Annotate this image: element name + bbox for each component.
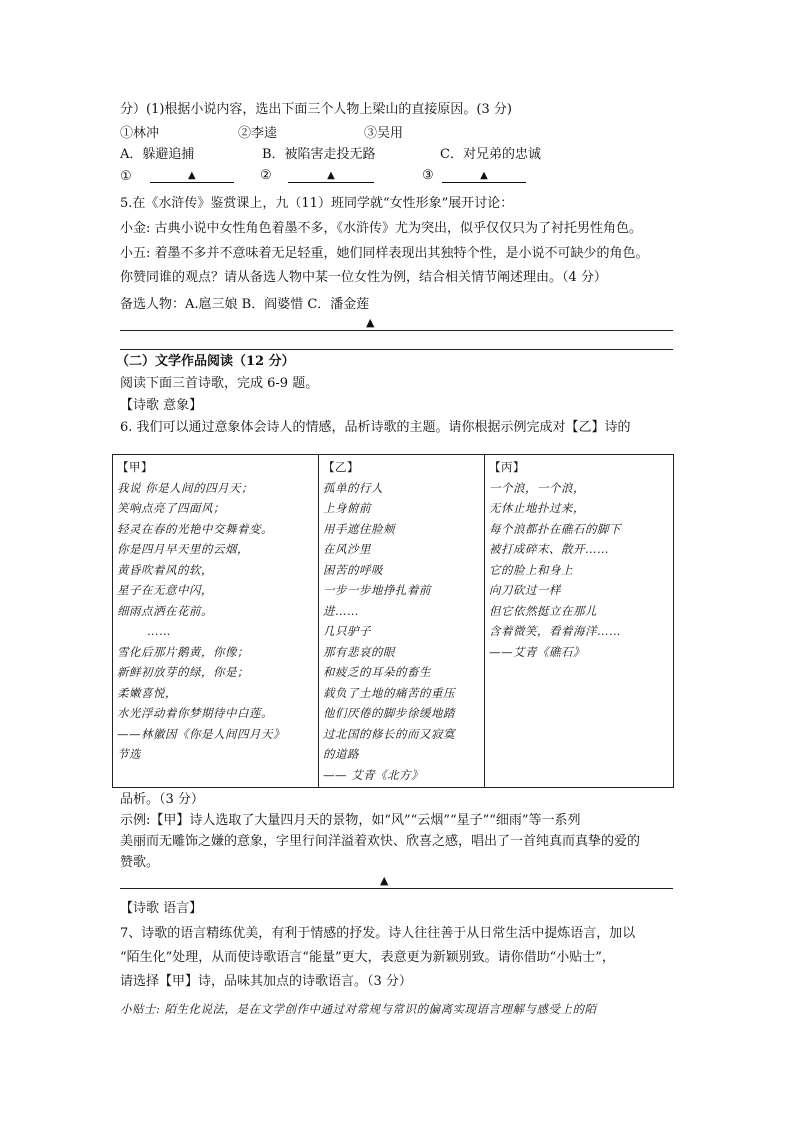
poem-line: 笑响点亮了四面风； [117, 501, 225, 515]
q7-line-2: “陌生化”处理，从而使诗歌语言“能量”更大，表意更为新颖别致。请你借助“小贴士”， [120, 950, 615, 965]
poem-line: 和疲乏的耳朵的畜生 [323, 665, 431, 679]
poem-line: 它的脸上和身上 [489, 562, 573, 577]
q4-options [120, 147, 541, 163]
poem-line: 孤单的行人 [323, 480, 383, 495]
poem-attribution: —— 艾青《北方》 [323, 767, 424, 782]
poem-yi [319, 455, 485, 788]
poems-table [112, 454, 674, 788]
poem-line: 他们厌倦的脚步徐缓地踏 [323, 706, 455, 720]
person-3: ③吴用 [364, 126, 404, 141]
poem-attribution: ——艾青《礁石》 [489, 644, 585, 659]
poem-line: 含着微笑，看着海洋…… [489, 624, 621, 638]
answer-line[interactable] [120, 330, 673, 331]
blank-marker: ▲ [187, 170, 196, 181]
poem-label: 【丙】 [489, 460, 525, 474]
q5-xiaowu: 小五: 着墨不多并不意味着无足轻重，她们同样表现出其独特个性，是小说不可缺少的角色。 [120, 246, 649, 261]
poem-line: 柔嫩喜悦， [117, 685, 177, 700]
poem-line: 但它依然挺立在那儿 [489, 603, 597, 618]
poem-line: 用手遮住脸颊 [323, 521, 395, 536]
option-b: B．被陷害走投无路 [262, 147, 376, 162]
answer-blank-2[interactable] [288, 168, 374, 183]
poem-line: 进…… [323, 603, 359, 618]
poem-line: 一个浪，一个浪， [489, 480, 585, 495]
section-heading: （二）文学作品阅读（12 分） [116, 354, 295, 369]
poem-line: 上身俯前 [323, 501, 371, 515]
poem-attribution: 节选 [117, 747, 141, 761]
answer-blank-1[interactable] [150, 168, 234, 183]
poem-line: 困苦的呼吸 [323, 562, 383, 577]
poem-jia [113, 455, 319, 788]
poem-line: 那有悲哀的眼 [323, 644, 395, 659]
answer-blank-3[interactable] [442, 168, 526, 183]
q7-line-1: 7、诗歌的语言精练优美，有利于情感的抒发。诗人往往善于从日常生活中提炼语言，加以 [120, 926, 636, 941]
q4-answer-row [120, 168, 488, 185]
answer-line[interactable] [120, 349, 673, 350]
q7-tip: 小贴士: 陌生化说法，是在文学创作中通过对常规与常识的偏离实现语言理解与感受上的陌 [120, 1002, 597, 1016]
q6-example-1: 示例:【甲】诗人选取了大量四月天的景物，如“风”“云烟”“星子”“细雨”等一系列 [120, 813, 581, 828]
poem-line: 水光浮动着你梦期待中白莲。 [117, 706, 273, 720]
q6-example-3: 赞歌。 [120, 855, 160, 870]
q5-candidates: 备选人物：A.扈三娘 B．阎婆惜 C．潘金莲 [120, 297, 370, 312]
q5-answer-marker: ▲ [366, 316, 375, 329]
answer-label-2: ② [260, 168, 272, 183]
q6-answer-marker: ▲ [380, 874, 389, 887]
poem-bing [485, 455, 674, 788]
poem-label: 【甲】 [117, 460, 153, 474]
q5-xiaojin: 小金: 古典小说中女性角色着墨不多，《水浒传》尤为突出，似乎仅仅只为了衬托男性角色。 [120, 221, 643, 236]
poem-line: 载负了土地的痛苦的重压 [323, 685, 455, 700]
blank-marker: ▲ [480, 170, 488, 181]
poem-line: 新鲜初放芽的绿，你是； [117, 665, 249, 679]
poem-attribution: ——林徽因《你是人间四月天》 [117, 726, 285, 741]
poem-line: 一步一步地挣扎着前 [323, 583, 431, 597]
poem-ellipsis: …… [147, 624, 171, 638]
poem-line: 你是四月早天里的云烟， [117, 542, 249, 556]
option-c: C．对兄弟的忠诚 [440, 147, 541, 162]
poem-label: 【乙】 [323, 460, 359, 474]
answer-label-1: ① [120, 169, 132, 184]
q6-prompt: 6. 我们可以通过意象体会诗人的情感，品析诗歌的主题。请你根据示例完成对【乙】诗的 [120, 420, 631, 435]
poem-line: 雪化后那片鹅黄，你像； [117, 644, 249, 659]
section-intro: 阅读下面三首诗歌，完成 6-9 题。 [120, 376, 319, 391]
blank-marker: ▲ [327, 170, 335, 181]
person-1: ①林冲 [120, 126, 160, 141]
poem-line: 每个浪都扑在礁石的脚下 [489, 521, 621, 536]
q5-question: 你赞同谁的观点？请从备选人物中某一位女性为例，结合相关情节阐述理由。（4 分） [120, 270, 607, 285]
tag-imagery: 【诗歌 意象】 [120, 398, 203, 413]
poem-line: 的道路 [323, 747, 359, 761]
poem-line: 轻灵在春的光艳中交舞着变。 [117, 521, 273, 536]
answer-label-3: ③ [422, 168, 434, 183]
q7-line-3: 请选择【甲】诗，品味其加点的诗歌语言。（3 分） [120, 974, 412, 989]
poem-line: 黄昏吹着风的软， [117, 562, 213, 577]
poem-line: 无休止地扑过来， [489, 501, 585, 515]
q4-people [120, 126, 404, 142]
poem-line: 向刀砍过一样 [489, 583, 561, 597]
poem-line: 细雨点洒在花前。 [117, 603, 213, 618]
poem-line: 在风沙里 [323, 542, 371, 556]
q4-prompt: 分）(1)根据小说内容，选出下面三个人物上梁山的直接原因。(3 分) [120, 102, 512, 117]
person-2: ②李逵 [238, 126, 278, 141]
q5-title: 5.在《水浒传》鉴赏课上，九（11）班同学就“女性形象”展开讨论： [120, 196, 514, 211]
q6-points: 品析。（3 分） [120, 792, 204, 807]
option-a: A．躲避追捕 [120, 147, 195, 162]
q6-example-2: 美丽而无雕饰之嫌的意象，字里行间洋溢着欢快、欣喜之感，唱出了一首纯真而真挚的爱的 [120, 834, 641, 849]
answer-line[interactable] [120, 888, 673, 889]
tag-language: 【诗歌 语言】 [120, 901, 203, 916]
poem-line: 我说 你是人间的四月天； [117, 480, 254, 495]
poem-line: 星子在无意中闪， [117, 583, 213, 597]
poem-line: 过北国的修长的而又寂寞 [323, 726, 455, 741]
poem-line: 被打成碎末、散开…… [489, 542, 609, 556]
poem-line: 几只驴子 [323, 624, 371, 638]
